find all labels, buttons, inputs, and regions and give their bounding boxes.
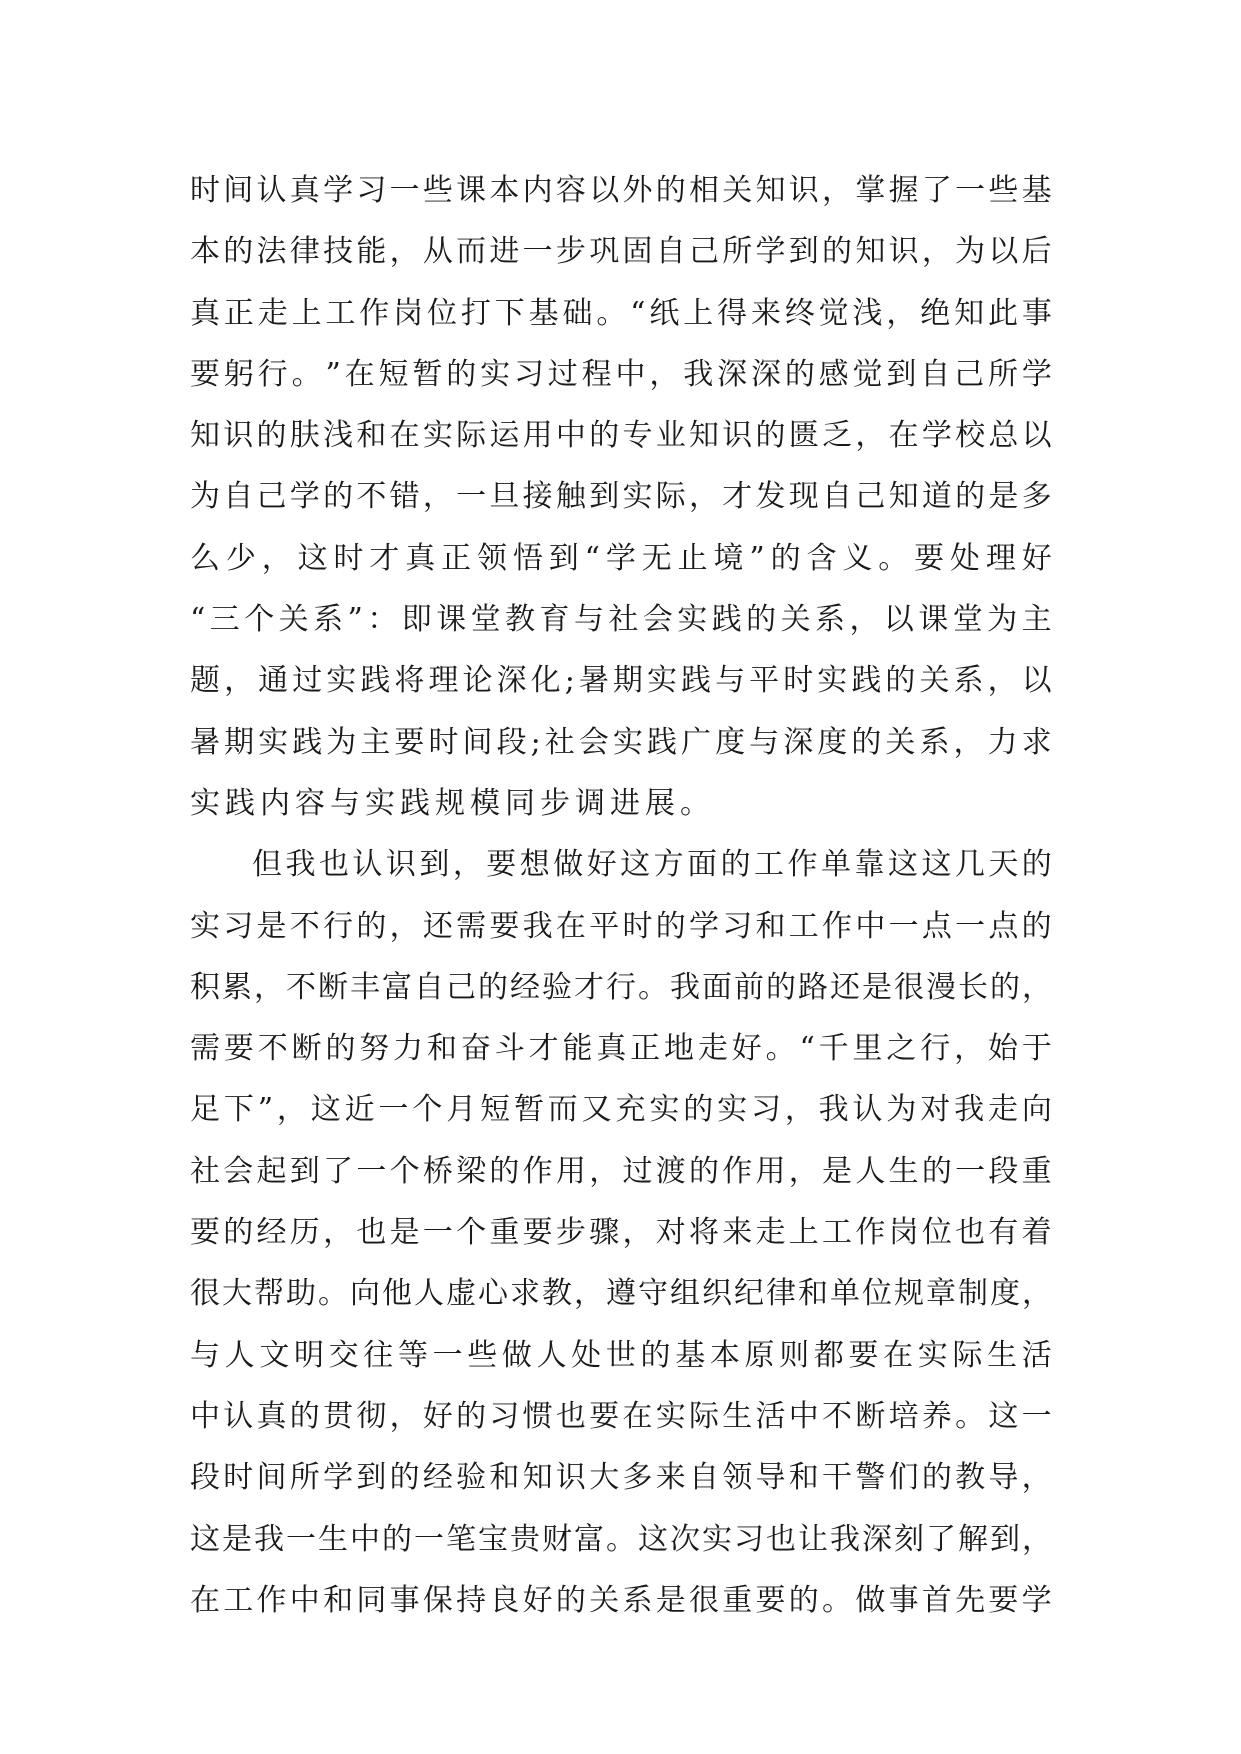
text-line: 这 是 我 一 生 中 的 一 笔 宝 贵 财 富 。 这 次 实 习 也 让 我 深 刻 了 解 到 ，: [190, 1521, 1052, 1557]
text-line: 暑 期 实 践 为 主 要 时 间 段 ; 社 会 实 践 广 度 与 深 度 的 关 系 ， 力 求: [190, 724, 1052, 760]
text-line: 积 累 ， 不 断 丰 富 自 己 的 经 验 才 行 。 我 面 前 的 路 还 是 很 漫 长 的 ，: [190, 969, 1052, 1005]
text-line: “ 三 个 关 系 ” ： 即 课 堂 教 育 与 社 会 实 践 的 关 系 ， 以 课 堂 为 主: [190, 602, 1052, 638]
text-line: 真 正 走 上 工 作 岗 位 打 下 基 础 。 “ 纸 上 得 来 终 觉 浅 ， 绝 知 此 事: [190, 295, 1052, 331]
text-line: 与 人 文 明 交 往 等 一 些 做 人 处 世 的 基 本 原 则 都 要 在 实 际 生 活: [190, 1337, 1052, 1373]
text-line: 很 大 帮 助 。 向 他 人 虚 心 求 教 ， 遵 守 组 织 纪 律 和 单 位 规 章 制 度 ，: [190, 1276, 1052, 1312]
text-line: 段 时 间 所 学 到 的 经 验 和 知 识 大 多 来 自 领 导 和 干 警 们 的 教 导 ，: [190, 1460, 1052, 1496]
text-line: 为 自 己 学 的 不 错 ， 一 旦 接 触 到 实 际 ， 才 发 现 自 己 知 道 的 是 多: [190, 479, 1052, 515]
text-line: 要 躬 行 。 ” 在 短 暂 的 实 习 过 程 中 ， 我 深 深 的 感 觉 到 自 己 所 学: [190, 356, 1052, 392]
text-line: 要 的 经 历 ， 也 是 一 个 重 要 步 骤 ， 对 将 来 走 上 工 作 岗 位 也 有 着: [190, 1215, 1052, 1251]
text-line: 实践内容与实践规模同步调进展。: [190, 785, 715, 821]
text-line: 本 的 法 律 技 能 ， 从 而 进 一 步 巩 固 自 己 所 学 到 的 知 识 ， 为 以 后: [190, 234, 1052, 270]
text-line: 在 工 作 中 和 同 事 保 持 良 好 的 关 系 是 很 重 要 的 。 做 事 首 先 要 学: [190, 1582, 1052, 1618]
text-line: 中 认 真 的 贯 彻 ， 好 的 习 惯 也 要 在 实 际 生 活 中 不 断 培 养 。 这 一: [190, 1398, 1052, 1434]
text-line: 时 间 认 真 学 习 一 些 课 本 内 容 以 外 的 相 关 知 识 ， 掌 握 了 一 些 基: [190, 173, 1052, 208]
text-line: 么 少 ， 这 时 才 真 正 领 悟 到 “ 学 无 止 境 ” 的 含 义 。 要 处 理 好: [190, 540, 1052, 576]
text-line: 但 我 也 认 识 到 ， 要 想 做 好 这 方 面 的 工 作 单 靠 这 这 几 天 的: [252, 847, 1052, 883]
text-line: 实 习 是 不 行 的 ， 还 需 要 我 在 平 时 的 学 习 和 工 作 中 一 点 一 点 的: [190, 908, 1052, 944]
body-text: [190, 160, 1052, 1631]
text-line: 题 ， 通 过 实 践 将 理 论 深 化 ; 暑 期 实 践 与 平 时 实 践 的 关 系 ， 以: [190, 663, 1052, 699]
text-line: 需 要 不 断 的 努 力 和 奋 斗 才 能 真 正 地 走 好 。 “ 千 里 之 行 ， 始 于: [190, 1031, 1052, 1067]
text-line: 社 会 起 到 了 一 个 桥 梁 的 作 用 ， 过 渡 的 作 用 ， 是 人 生 的 一 段 重: [190, 1153, 1052, 1189]
text-line: 知 识 的 肤 浅 和 在 实 际 运 用 中 的 专 业 知 识 的 匮 乏 ， 在 学 校 总 以: [190, 418, 1052, 454]
text-line: 足 下 ” ， 这 近 一 个 月 短 暂 而 又 充 实 的 实 习 ， 我 认 为 对 我 走 向: [190, 1092, 1052, 1128]
